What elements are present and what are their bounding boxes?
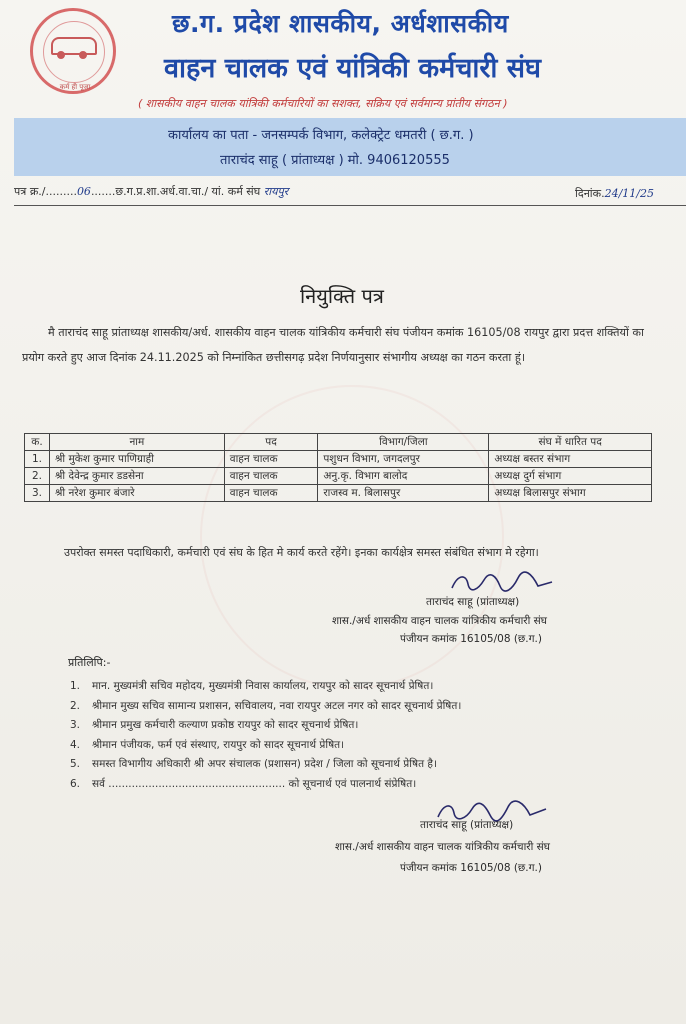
office-address: कार्यालय का पता - जनसम्पर्क विभाग, कलेक्ट्रेट धमतरी ( छ.ग. ) xyxy=(168,128,474,143)
date-label: दिनांक xyxy=(575,187,602,200)
date-value: 24/11/25 xyxy=(604,187,654,200)
cell-post: वाहन चालक xyxy=(224,451,318,468)
col-header-department: विभाग/जिला xyxy=(318,434,489,451)
list-item xyxy=(70,699,461,719)
head-contact: ताराचंद साहू ( प्रांताध्यक्ष ) मो. 9406120555 xyxy=(220,153,450,168)
org-tagline: ( शासकीय वाहन चालक यांत्रिकी कर्मचारियों का सशक्त, सक्रिय एवं सर्वमान्य प्रांतीय संगठन ) xyxy=(138,97,508,110)
table-header-row xyxy=(25,434,652,451)
wheel-icon xyxy=(79,51,87,59)
col-header-post: पद xyxy=(224,434,318,451)
union-logo xyxy=(30,8,116,94)
wheel-icon xyxy=(57,51,65,59)
signatory-org: शास./अर्ध शासकीय वाहन चालक यांत्रिकीय कर्मचारी संघ xyxy=(335,841,550,853)
signatory-name: ताराचंद साहू (प्रांताध्यक्ष) xyxy=(426,596,520,608)
item-text: सर्व ..................................................... को सूचनार्थ एवं पालनार्थ संप्रेषित। xyxy=(92,777,417,790)
col-header-name: नाम xyxy=(50,434,225,451)
intro-paragraph: मै ताराचंद साहू प्रांताध्यक्ष शासकीय/अर्ध. शासकीय वाहन चालक यांत्रिकीय कर्मचारी संघ पंजीयन कमांक 16105/08 रायपुर द्वारा प्रदत्त शक्तियों का प्रयोग करते हुए आज दिनांक 24.11.2025 को निम्नांकित छत्तीसगढ़ प्रदेश निर्णयानुसार संभागीय अध्यक्ष का गठन करता हूं। xyxy=(22,326,644,364)
item-number: 6. xyxy=(70,777,81,790)
signatory-org: शास./अर्ध शासकीय वाहन चालक यांत्रिकीय कर्मचारी संघ xyxy=(332,615,547,627)
item-text: मान. मुख्यमंत्री सचिव महोदय, मुख्यमंत्री निवास कार्यालय, रायपुर को सादर सूचनार्थ प्रेषित। xyxy=(92,680,434,692)
ref-number: 06 xyxy=(76,185,91,198)
col-header-serial: क. xyxy=(25,434,50,451)
table-row xyxy=(25,485,652,502)
list-item xyxy=(70,757,461,777)
cell-union-post: अध्यक्ष बस्तर संभाग xyxy=(489,451,652,468)
ref-middle: .......छ.ग.प्र.शा.अर्ध.वा.चा./ यां. कर्म संघ xyxy=(90,185,261,198)
item-number: 4. xyxy=(70,738,81,751)
cell-post: वाहन चालक xyxy=(224,468,318,485)
copy-to-label: प्रतिलिपि:- xyxy=(68,656,111,669)
item-text: श्रीमान मुख्य सचिव सामान्य प्रशासन, सचिवालय, नवा रायपुर अटल नगर को सादर सूचनार्थ प्रेषित। xyxy=(92,699,462,712)
item-text: श्रीमान पंजीयक, फर्म एवं संस्थाए, रायपुर को सादर सूचनार्थ प्रेषित। xyxy=(92,738,345,751)
copy-to-list xyxy=(70,679,461,796)
cell-serial: 2. xyxy=(25,468,50,485)
ref-prefix: पत्र क्र./......... xyxy=(14,185,77,198)
cell-post: वाहन चालक xyxy=(224,485,318,502)
signatory-registration: पंजीयन कमांक 16105/08 (छ.ग.) xyxy=(400,862,542,874)
item-number: 5. xyxy=(70,758,81,770)
cell-union-post: अध्यक्ष बिलासपुर संभाग xyxy=(489,485,652,502)
logo-motto: कर्म ही पूजा xyxy=(59,83,91,91)
item-number: 2. xyxy=(70,699,81,712)
table-row xyxy=(25,451,652,468)
item-number: 3. xyxy=(70,719,81,731)
org-title-line1: छ.ग. प्रदेश शासकीय, अर्धशासकीय xyxy=(172,9,509,38)
item-text: समस्त विभागीय अधिकारी श्री अपर संचालक (प्रशासन) प्रदेश / जिला को सूचनार्थ प्रेषित है। xyxy=(92,758,437,770)
table-row xyxy=(25,468,652,485)
cell-department: राजस्व म. बिलासपुर xyxy=(318,485,489,502)
cell-department: पशुधन विभाग, जगदलपुर xyxy=(318,451,489,468)
cell-serial: 3. xyxy=(25,485,50,502)
cell-name: श्री नरेश कुमार बंजारे xyxy=(50,485,225,502)
cell-serial: 1. xyxy=(25,451,50,468)
list-item xyxy=(70,777,461,797)
signatory-registration: पंजीयन कमांक 16105/08 (छ.ग.) xyxy=(400,633,542,645)
reference-line xyxy=(14,184,288,199)
list-item xyxy=(70,738,461,758)
list-item xyxy=(70,718,461,738)
cell-union-post: अध्यक्ष दुर्ग संभाग xyxy=(489,468,652,485)
date-line: दिनांक.24/11/25 xyxy=(575,187,654,200)
cell-name: श्री मुकेश कुमार पाणिग्राही xyxy=(50,451,225,468)
handwritten-signature xyxy=(448,570,558,594)
divider xyxy=(14,205,686,206)
item-number: 1. xyxy=(70,680,81,692)
cell-department: अनु.कृ. विभाग बालोद xyxy=(318,468,489,485)
letter-title: नियुक्ति पत्र xyxy=(300,284,384,308)
cell-name: श्री देवेन्द्र कुमार डडसेना xyxy=(50,468,225,485)
item-text: श्रीमान प्रमुख कर्मचारी कल्याण प्रकोष्ठ रायपुर को सादर सूचनार्थ प्रेषित। xyxy=(92,719,359,731)
org-title-line2: वाहन चालक एवं यांत्रिकी कर्मचारी संघ xyxy=(164,53,541,84)
col-header-union-post: संघ में धारित पद xyxy=(489,434,652,451)
appointments-table xyxy=(24,433,652,502)
ref-place: रायपुर xyxy=(263,185,289,198)
signatory-name: ताराचंद साहू (प्रांताध्यक्ष) xyxy=(420,819,514,831)
closing-paragraph: उपरोक्त समस्त पदाधिकारी, कर्मचारी एवं संघ के हित मे कार्य करते रहेंगे। इनका कार्यक्षेत्र समस्त संबंधित संभाग मे रहेगा। xyxy=(64,546,539,559)
list-item xyxy=(70,679,461,699)
